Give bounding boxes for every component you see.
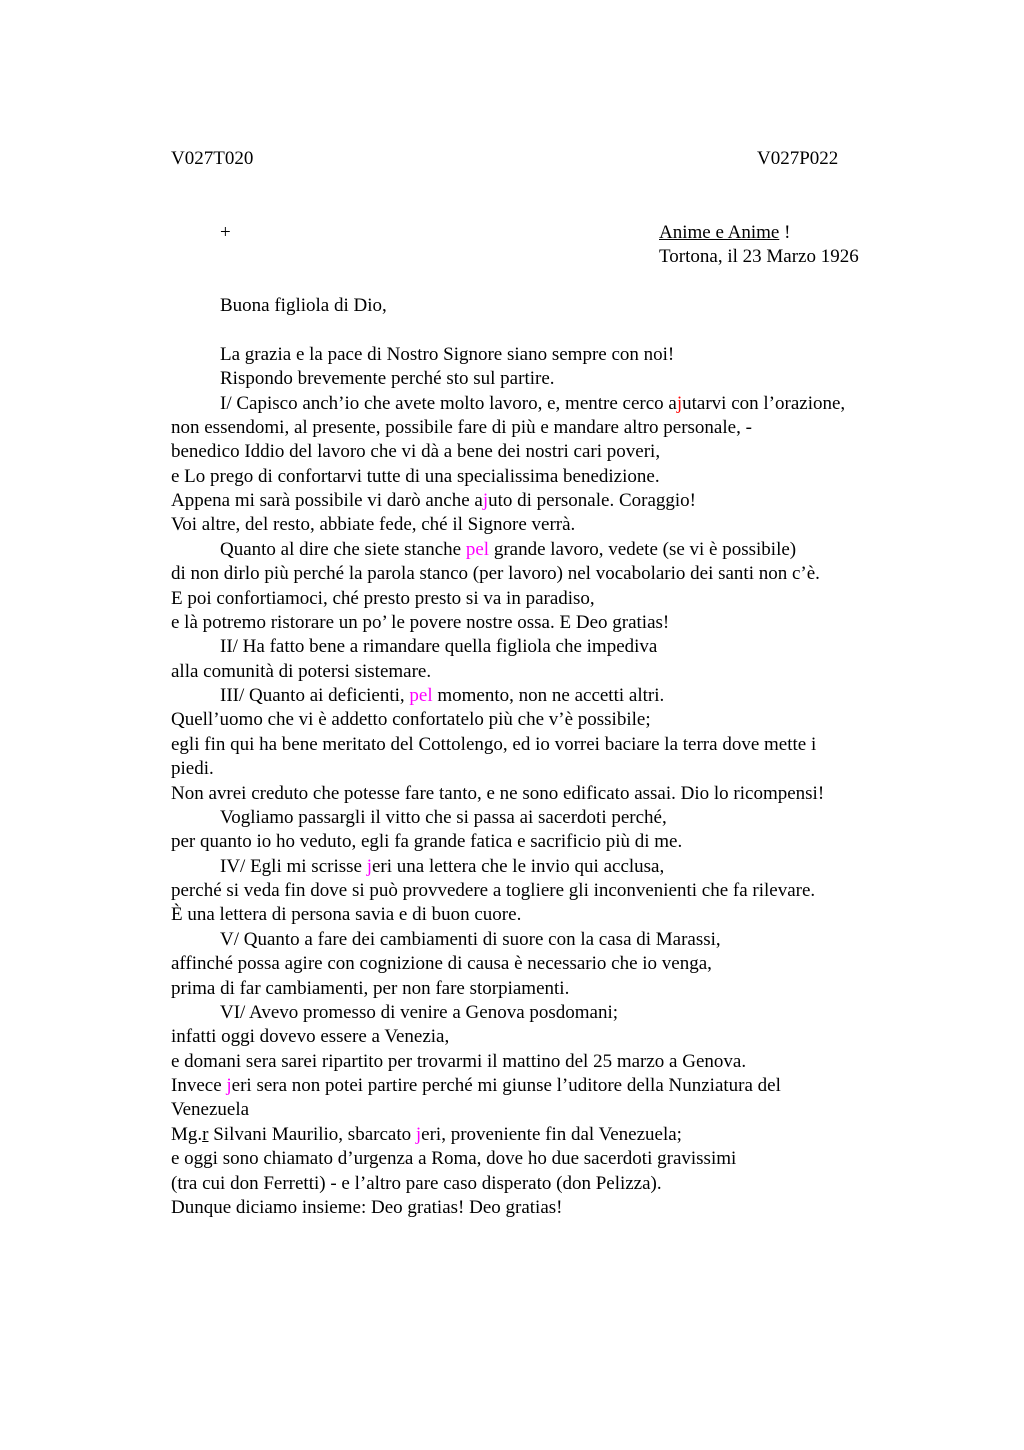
body-line: non essendomi, al presente, possibile fare di più e mandare altro personale, - — [171, 417, 752, 438]
body-line: Voi altre, del resto, abbiate fede, ché il Signore verrà. — [171, 514, 576, 535]
body-line — [220, 392, 845, 416]
underlined-superscript: r — [202, 1124, 209, 1145]
body-line: alla comunità di potersi sistemare. — [171, 661, 432, 682]
red-correction: j — [676, 393, 683, 414]
text-run: III/ Quanto ai deficienti, — [220, 685, 410, 706]
text-run: Mg. — [171, 1124, 203, 1145]
document-code-right: V027P022 — [757, 148, 839, 169]
body-line: Quell’uomo che vi è addetto confortatelo più che v’è possibile; — [171, 709, 651, 730]
body-line — [220, 538, 796, 562]
body-line — [220, 684, 664, 708]
text-run: uto di personale. Coraggio! — [488, 490, 696, 511]
motto-text: Anime e Anime — [659, 222, 780, 243]
text-run: Invece — [171, 1075, 227, 1096]
body-line: piedi. — [171, 758, 214, 779]
magenta-highlight: pel — [409, 685, 433, 706]
body-line: Non avrei creduto che potesse fare tanto, e ne sono edificato assai. Dio lo ricompensi! — [171, 783, 825, 804]
body-line: V/ Quanto a fare dei cambiamenti di suore con la casa di Marassi, — [220, 929, 721, 950]
body-line: e Lo prego di confortarvi tutte di una specialissima benedizione. — [171, 466, 660, 487]
body-line: benedico Iddio del lavoro che vi dà a bene dei nostri cari poveri, — [171, 441, 661, 462]
magenta-highlight: j — [226, 1075, 232, 1096]
cross-mark: + — [220, 222, 231, 243]
salutation: Buona figliola di Dio, — [220, 295, 387, 316]
body-line: VI/ Avevo promesso di venire a Genova posdomani; — [220, 1002, 619, 1023]
body-line: Vogliamo passargli il vitto che si passa ai sacerdoti perché, — [220, 807, 667, 828]
text-run: eri una lettera che le invio qui acclusa, — [371, 856, 665, 877]
body-line: affinché possa agire con cognizione di causa è necessario che io venga, — [171, 953, 712, 974]
body-line: egli fin qui ha bene meritato del Cottolengo, ed io vorrei baciare la terra dove mette i — [171, 734, 817, 755]
body-line: È una lettera di persona savia e di buon cuore. — [171, 904, 522, 925]
text-run: Appena mi sarà possibile vi darò anche a — [171, 490, 483, 511]
document-code-left: V027T020 — [171, 148, 254, 169]
body-line — [171, 489, 696, 513]
text-run: I/ Capisco anch’io che avete molto lavoro, e, mentre cerco a — [220, 393, 677, 414]
text-run: eri sera non potei partire perché mi giunse l’uditore della Nunziatura del — [231, 1075, 781, 1096]
body-line: Venezuela — [171, 1099, 250, 1120]
magenta-highlight: j — [366, 856, 372, 877]
motto-mark: ! — [779, 222, 791, 243]
body-line: infatti oggi dovevo essere a Venezia, — [171, 1026, 450, 1047]
motto — [659, 221, 790, 245]
body-line — [171, 1074, 781, 1098]
body-line: (tra cui don Ferretti) - e l’altro pare caso disperato (don Pelizza). — [171, 1173, 662, 1194]
magenta-highlight: j — [482, 490, 489, 511]
text-run: Silvani Maurilio, sbarcato — [208, 1124, 416, 1145]
body-line: Rispondo brevemente perché sto sul partire. — [220, 368, 555, 389]
text-run: momento, non ne accetti altri. — [432, 685, 665, 706]
body-line: perché si veda fin dove si può provvedere a togliere gli inconvenienti che fa rilevare. — [171, 880, 816, 901]
body-line: per quanto io ho veduto, egli fa grande fatica e sacrificio più di me. — [171, 831, 683, 852]
body-line: II/ Ha fatto bene a rimandare quella figliola che impediva — [220, 636, 658, 657]
body-line — [171, 1123, 682, 1147]
body-line: E poi confortiamoci, ché presto presto si va in paradiso, — [171, 588, 595, 609]
body-line — [220, 855, 664, 879]
body-line: di non dirlo più perché la parola stanco (per lavoro) nel vocabolario dei santi non c’è. — [171, 563, 820, 584]
body-line: prima di far cambiamenti, per non fare storpiamenti. — [171, 978, 570, 999]
body-line: Dunque diciamo insieme: Deo gratias! Deo gratias! — [171, 1197, 563, 1218]
body-line: e là potremo ristorare un po’ le povere nostre ossa. E Deo gratias! — [171, 612, 670, 633]
text-run: IV/ Egli mi scrisse — [220, 856, 367, 877]
text-run: Quanto al dire che siete stanche — [220, 539, 466, 560]
body-line: e domani sera sarei ripartito per trovarmi il mattino del 25 marzo a Genova. — [171, 1051, 747, 1072]
place-date: Tortona, il 23 Marzo 1926 — [659, 246, 859, 267]
body-line: e oggi sono chiamato d’urgenza a Roma, dove ho due sacerdoti gravissimi — [171, 1148, 737, 1169]
text-run: utarvi con l’orazione, — [682, 393, 846, 414]
text-run: eri, proveniente fin dal Venezuela; — [421, 1124, 682, 1145]
magenta-highlight: j — [415, 1124, 422, 1145]
body-line: La grazia e la pace di Nostro Signore siano sempre con noi! — [220, 344, 675, 365]
magenta-highlight: pel — [465, 539, 490, 560]
text-run: grande lavoro, vedete (se vi è possibile) — [489, 539, 797, 560]
